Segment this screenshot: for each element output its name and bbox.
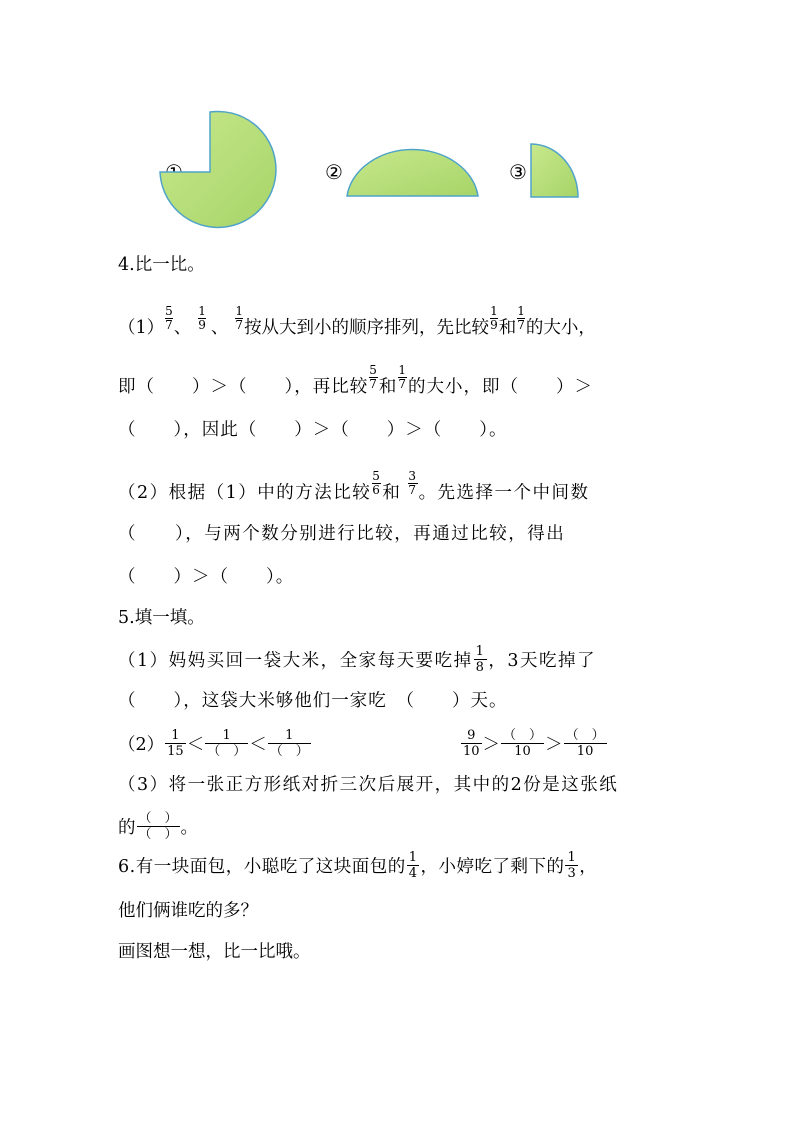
q4-p1-line2: 即（ ）＞（ ），再比较 $\frac{5}{7}$ 和 $\frac{1}{7}$ 的大小，即（ ）＞ (118, 363, 594, 397)
q6-line3: 画图想一想，比一比哦。 (118, 942, 311, 962)
fraction-blank: $\frac{( )}{( )}$ (138, 811, 178, 842)
fraction-blank: $\frac{1}{( )}$ (269, 728, 309, 759)
quarter-circle (531, 144, 578, 197)
fraction-blank: $\frac{1}{( )}$ (207, 728, 247, 759)
fraction: $\frac{1}{9}$ (198, 304, 206, 332)
q5-p1-line1: （1）妈妈买回一袋大米，全家每天要吃掉 $\frac{1}{8}$ ，3天吃掉了 (118, 644, 597, 675)
q4-p2-line2: （ ），与两个数分别进行比较，再通过比较，得出 (118, 524, 566, 544)
fraction: $\frac{1}{9}$ (490, 304, 498, 332)
fraction: $\frac{1}{4}$ (408, 850, 418, 881)
q4-title: 4.比一比。 (118, 255, 205, 275)
fraction: $\frac{1}{7}$ (517, 304, 525, 332)
fraction: $\frac{5}{7}$ (369, 363, 378, 391)
q4-p1-line3: （ ），因此（ ）＞（ ）＞（ ）。 (118, 420, 508, 440)
fraction-blank: $\frac{( )}{10}$ (503, 728, 543, 759)
fraction: $\frac{1}{7}$ (235, 304, 244, 332)
fraction: $\frac{9}{10}$ (463, 728, 480, 759)
fraction: $\frac{1}{8}$ (475, 644, 486, 675)
fraction: $\frac{1}{15}$ (167, 728, 184, 759)
q4-p2-line3: （ ）＞（ ）。 (118, 567, 295, 587)
q5-p3-line2: 的 $\frac{( )}{( )}$ 。 (118, 811, 199, 842)
q5-p3-line1: （3）将一张正方形纸对折三次后展开，其中的2份是这张纸 (118, 775, 619, 795)
q4-p1-line1: （1） $\frac{5}{7}$ 、 $\frac{1}{9}$ 、 $\frac{1}{7}$ 按从大到小的顺序排列，先比较 $\frac{1}{9}$ 和 $\frac{1}{7}$ 的大小， (118, 304, 596, 338)
fraction: $\frac{1}{7}$ (398, 363, 408, 391)
fraction-figures (0, 100, 794, 240)
q6-line2: 他们俩谁吃的多？ (118, 901, 258, 921)
fraction: $\frac{5}{6}$ (372, 469, 382, 497)
figure-3-label: ③ (509, 160, 527, 184)
q5-p2-right: $\frac{9}{10}$ ＞ $\frac{( )}{10}$ ＞ $\frac{( )}{10}$ (463, 728, 605, 759)
q4-p2-line1: （2）根据（1）中的方法比较 $\frac{5}{6}$ 和 $\frac{3}{7}$ 。先选择一个中间数 (118, 469, 590, 503)
q6-line1: 6.有一块面包，小聪吃了这块面包的 $\frac{1}{4}$ ，小婷吃了剩下的 $\frac{1}{3}$ ， (118, 850, 598, 881)
fraction: $\frac{1}{3}$ (567, 850, 577, 881)
q5-p2-line: （2） $\frac{1}{15}$ ＜ $\frac{1}{( )}$ ＜ $\frac{1}{( )}$ (118, 728, 309, 759)
fraction: $\frac{3}{7}$ (408, 469, 418, 497)
half-circle (347, 150, 478, 196)
q5-title: 5.填一填。 (118, 608, 205, 628)
fraction-blank: $\frac{( )}{10}$ (565, 728, 605, 759)
figure-2-label: ② (325, 160, 343, 184)
fraction: $\frac{5}{7}$ (165, 304, 173, 332)
q5-p1-line2: （ ），这袋大米够他们一家吃 （ ）天。 (118, 691, 508, 711)
